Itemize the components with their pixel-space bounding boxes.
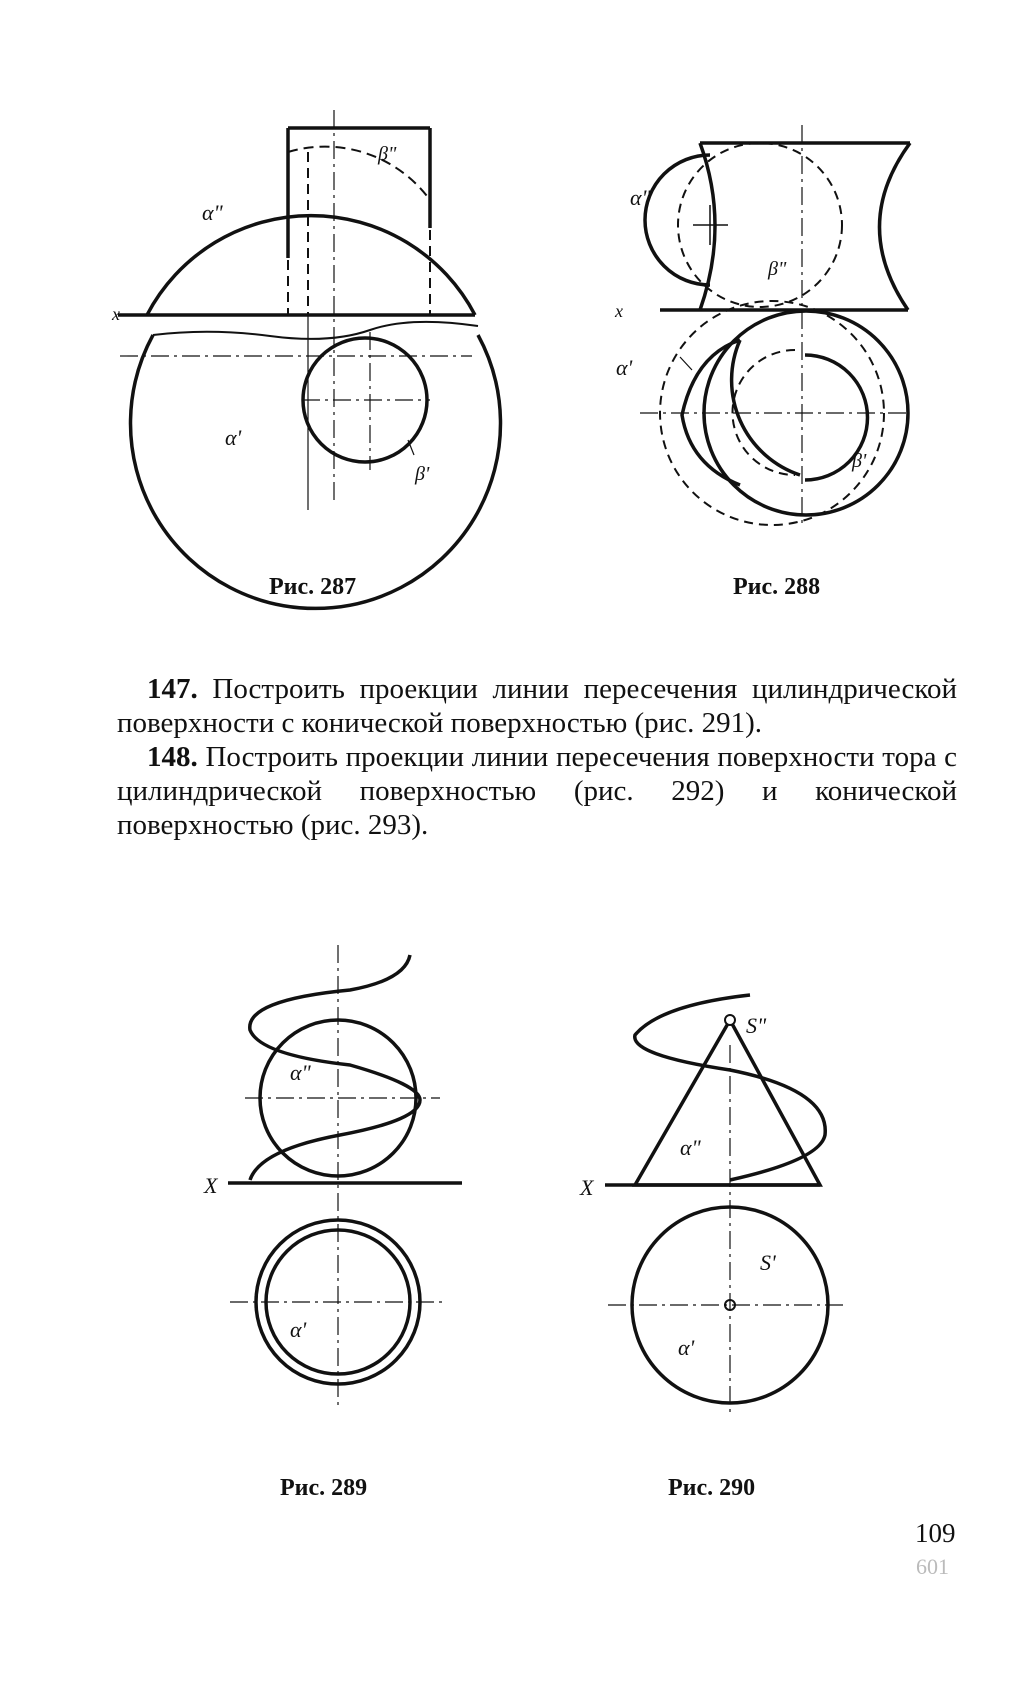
figure-289-drawing <box>200 945 460 1405</box>
beta2-label: β" <box>378 143 397 165</box>
alpha1-circle <box>131 335 501 608</box>
page-number: 109 <box>915 1518 956 1548</box>
figure-288-drawing <box>615 125 940 525</box>
problem-148 <box>117 740 957 842</box>
problem-148-text: Построить проекции линии пересечения поверхности тора с цилиндрической поверхностью (рис. 292) и конической поверхностью (рис. 293). <box>117 741 958 841</box>
alpha1-label: α' <box>678 1335 695 1360</box>
problem-147-text: Построить проекции линии пересечения цилиндрической поверхности с конической поверхностью (рис. 291). <box>117 673 957 739</box>
figure-290 <box>580 975 860 1415</box>
figure-287 <box>110 110 490 550</box>
alpha1-label: α' <box>225 425 242 450</box>
problem-147 <box>117 672 957 740</box>
beta1-label: β' <box>415 463 430 485</box>
x-label: x <box>615 301 623 321</box>
figure-289-caption: Рис. 289 <box>280 1475 368 1501</box>
x-label: X <box>204 1173 218 1198</box>
figure-288 <box>615 125 940 525</box>
alpha2-label: α" <box>202 200 223 225</box>
figure-287-caption: Рис. 287 <box>269 574 357 600</box>
alpha1-label: α' <box>290 1317 307 1342</box>
alpha2-label: α" <box>680 1135 701 1160</box>
alpha2-label: α" <box>630 185 651 210</box>
figure-290-caption: Рис. 290 <box>668 1475 756 1501</box>
s2-point <box>725 1015 735 1025</box>
figure-288-caption: Рис. 288 <box>733 574 821 600</box>
alpha2-label: α" <box>290 1060 311 1085</box>
beta2-label: β" <box>768 258 787 280</box>
ghost-page-number: 601 <box>916 1554 949 1579</box>
alpha1-label: α' <box>616 355 633 380</box>
figure-290-drawing <box>580 975 860 1415</box>
problem-147-number: 147. <box>147 673 198 705</box>
figure-287-drawing <box>110 110 490 550</box>
figure-289 <box>200 945 460 1405</box>
x-label: X <box>580 1175 594 1200</box>
s2-label: S" <box>746 1013 767 1038</box>
alpha2-semicircle <box>147 216 475 315</box>
s1-label: S' <box>760 1250 776 1275</box>
beta1-label: β' <box>852 450 867 472</box>
problem-148-number: 148. <box>147 741 198 773</box>
x-label: x <box>112 304 120 324</box>
